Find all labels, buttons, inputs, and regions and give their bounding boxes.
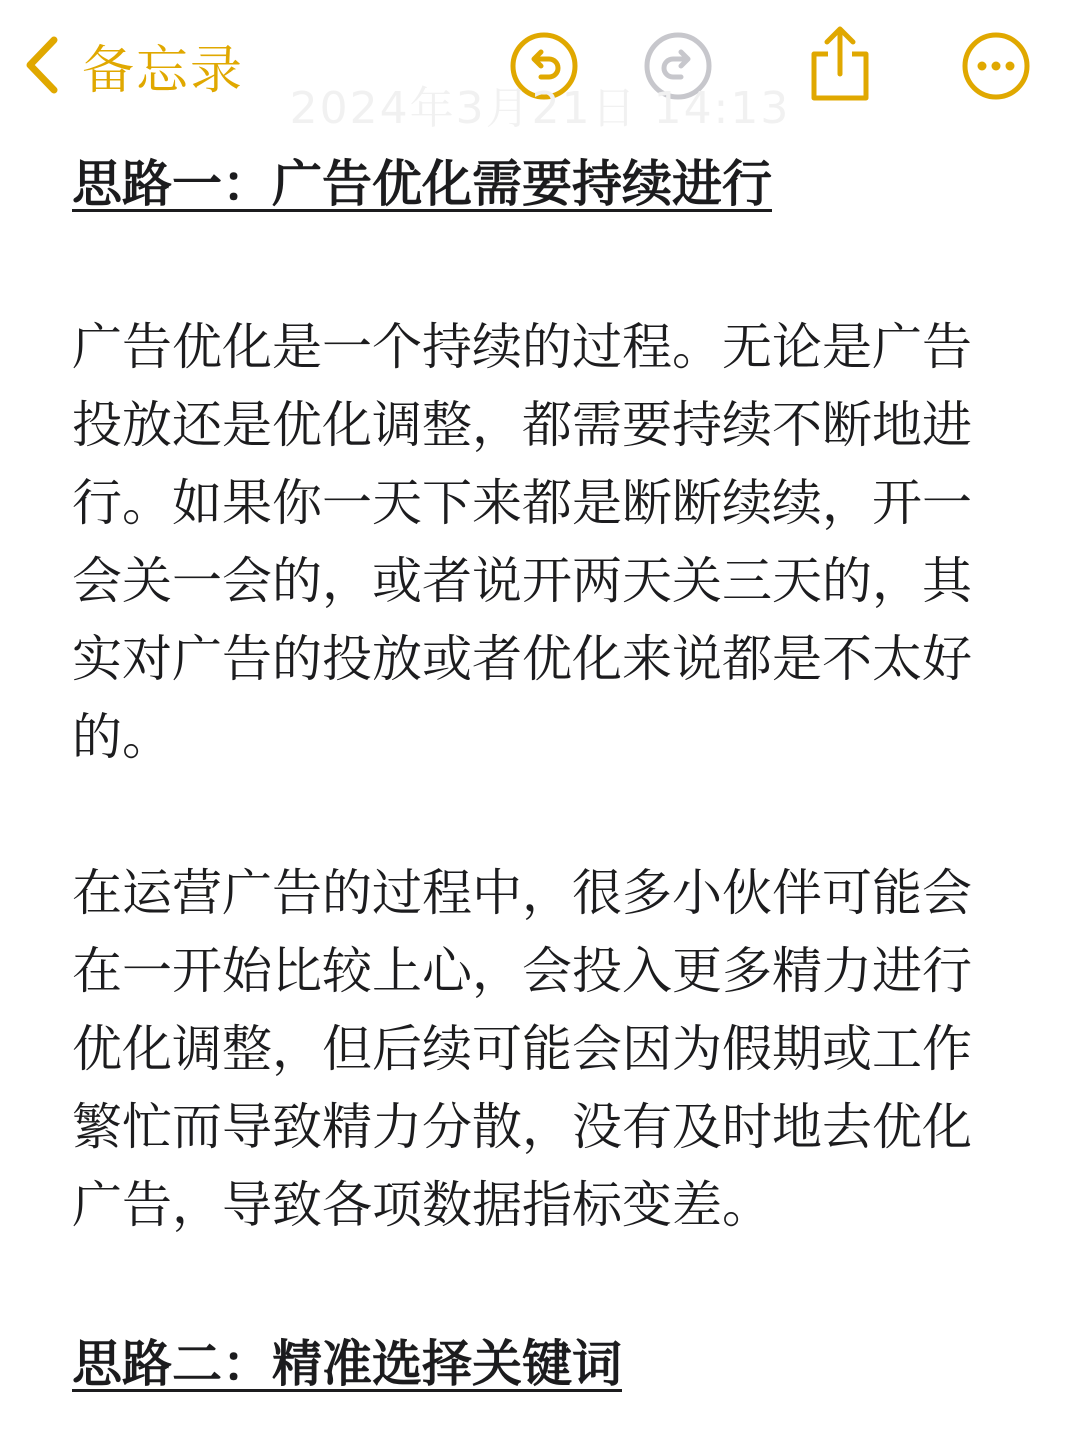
note-body[interactable] [72, 148, 992, 1400]
note-paragraph-1: 广告优化是一个持续的过程。无论是广告投放还是优化调整，都需要持续不断地进行。如果你一天下来都是断断续续，开一会关一会的，或者说开两天关三天的，其实对广告的投放或者优化来说都是不太好的。 [72, 318, 972, 766]
back-label: 备忘录 [82, 40, 245, 101]
note-date: 2024年3月21日 14:13 [289, 83, 791, 134]
navigation-bar [0, 0, 1080, 134]
note-heading-2: 思路二：精准选择关键词 [72, 1335, 622, 1393]
note-heading-1: 思路一：广告优化需要持续进行 [72, 155, 772, 213]
note-paragraph-2: 在运营广告的过程中，很多小伙伴可能会在一开始比较上心，会投入更多精力进行优化调整，但后续可能会因为假期或工作繁忙而导致精力分散，没有及时地去优化广告，导致各项数据指标变差。 [72, 864, 972, 1234]
